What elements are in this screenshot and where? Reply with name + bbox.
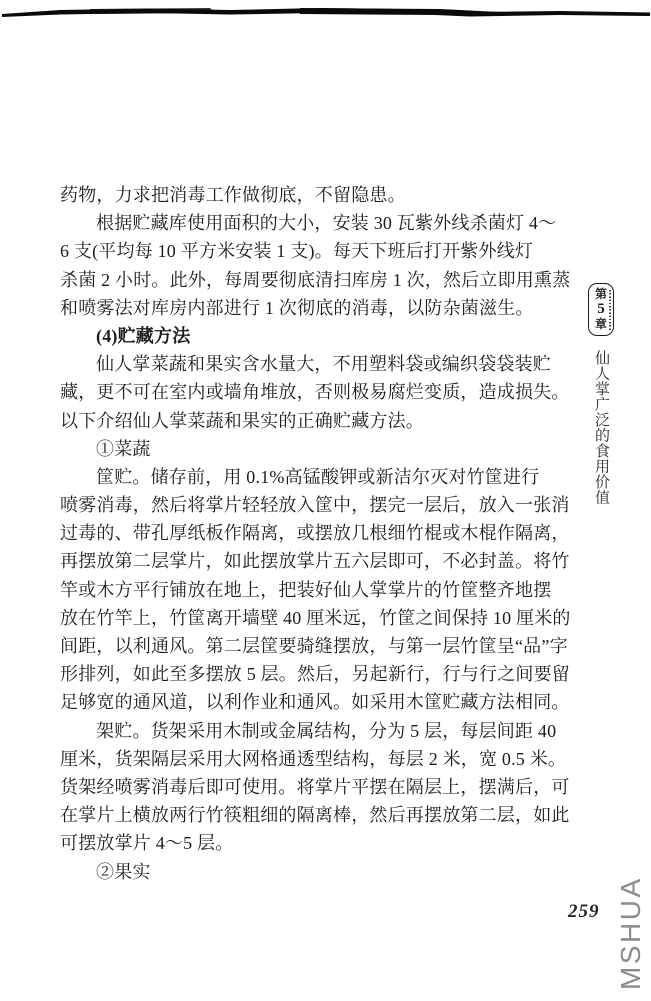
text-line: 药物，力求把消毒工作做彻底，不留隐患。 (60, 185, 406, 205)
text-line: 杀菌 2 小时。此外，每周要彻底清扫库房 1 次，然后立即用熏蒸 (60, 269, 571, 290)
watermark-text: MSHUA (615, 876, 646, 990)
text-line: 仙人掌菜蔬和果实含水量大，不用塑料袋或编织袋袋装贮 (96, 354, 551, 375)
body-text (60, 181, 580, 886)
text-line: 藏，更不可在室内或墙角堆放，否则极易腐烂变质，造成损失。 (60, 382, 570, 403)
text-line: 喷雾消毒，然后将掌片轻轻放入筐中，摆完一层后，放入一张消 (60, 495, 570, 516)
text-line: 形排列，如此至多摆放 5 层。然后，另起新行，行与行之间要留 (60, 664, 570, 685)
text-line: ①菜蔬 (96, 438, 151, 459)
text-line: 厘米，货架隔层采用大网格通透型结构，每层 2 米，宽 0.5 米。 (60, 748, 567, 769)
text-line: 以下介绍仙人掌菜蔬和果实的正确贮藏方法。 (60, 410, 424, 431)
text-line: 6 支(平均每 10 平方米安装 1 支)。每天下班后打开紫外线灯 (60, 241, 534, 262)
text-line: 货架经喷雾消毒后即可使用。将掌片平摆在隔层上，摆满后，可 (60, 776, 570, 797)
chapter-badge-number: 5 (597, 301, 605, 317)
text-line: 架贮。货架采用木制或金属结构，分为 5 层，每层间距 40 (96, 720, 557, 741)
text-line: 筐贮。储存前，用 0.1%高锰酸钾或新洁尔灭对竹筐进行 (96, 466, 540, 487)
text-line: 在掌片上横放两行竹筷粗细的隔离棒，然后再摆放第二层，如此 (60, 805, 570, 826)
text-line: 根据贮藏库使用面积的大小，安装 30 瓦紫外线杀菌灯 4～ (96, 213, 557, 234)
scan-artifact-line (0, 0, 651, 24)
text-line: 竿或木方平行铺放在地上，把装好仙人掌掌片的竹筐整齐地摆 (60, 579, 552, 600)
text-line: 间距，以利通风。第二层筐要骑缝摆放，与第一层竹筐呈“品”字 (60, 636, 568, 656)
chapter-badge (588, 283, 614, 336)
text-line: 过毒的、带孔厚纸板作隔离，或摆放几根细竹棍或木棍作隔离， (60, 523, 570, 544)
text-line: ②果实 (96, 861, 151, 882)
text-line: 和喷雾法对库房内部进行 1 次彻底的消毒，以防杂菌滋生。 (60, 297, 534, 318)
chapter-badge-char-1: 第 (594, 287, 607, 301)
badge-side-marks (609, 290, 611, 330)
text-line: 足够宽的通风道，以利作业和通风。如采用木筐贮藏方法相同。 (60, 692, 570, 713)
chapter-title-vertical: 仙人掌广泛的食用价值 (593, 350, 609, 505)
chapter-badge-char-2: 章 (594, 317, 607, 331)
text-line: 放在竹竿上，竹筐离开墙壁 40 厘米远，竹筐之间保持 10 厘米的 (60, 607, 571, 628)
text-line: (4)贮藏方法 (96, 325, 191, 346)
text-line: 可摆放掌片 4～5 层。 (60, 833, 234, 854)
text-line: 再摆放第二层掌片，如此摆放掌片五六层即可，不必封盖。将竹 (60, 551, 570, 572)
page-number: 259 (568, 901, 600, 922)
